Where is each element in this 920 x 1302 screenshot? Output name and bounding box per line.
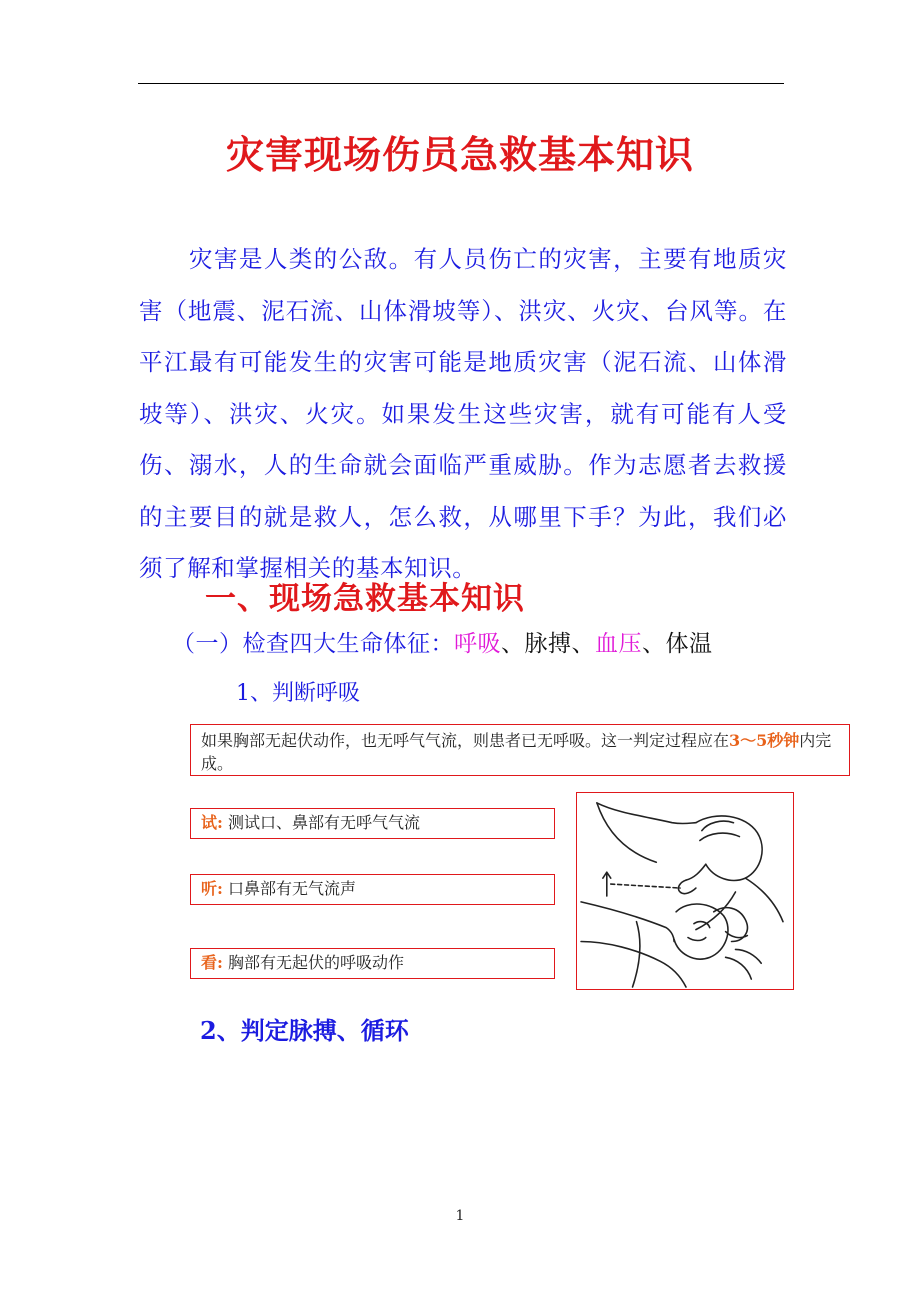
document-title: 灾害现场伤员急救基本知识: [225, 133, 694, 177]
check-text: 测试口、鼻部有无呼气气流: [228, 813, 421, 832]
check-text: 口鼻部有无气流声: [228, 879, 357, 898]
section-heading: 一、现场急救基本知识: [205, 581, 525, 617]
check-text: 胸部有无起伏的呼吸动作: [228, 953, 405, 972]
check-test-box: [190, 808, 555, 839]
item-heading-pulse: 2、判定脉搏、循环: [200, 1016, 409, 1045]
page-number: 1: [455, 1208, 465, 1224]
separator: 、: [642, 631, 666, 657]
vital-temperature: 体温: [665, 631, 713, 657]
check-colon: :: [217, 813, 223, 832]
check-key: 听: [201, 879, 218, 898]
check-colon: :: [217, 953, 223, 972]
intro-paragraph: 灾害是人类的公敌。有人员伤亡的灾害，主要有地质灾害（地震、泥石流、山体滑坡等）、洪灾、火灾、台风等。在平江最有可能发生的灾害可能是地质灾害（泥石流、山体滑坡等）、洪灾、火灾。如果发生这些灾害，就有可能有人受伤、溺水，人的生命就会面临严重威胁。作为志愿者去救援的主要目的就是救人，怎么救，从哪里下手？为此，我们必须了解和掌握相关的基本知识。: [139, 245, 787, 582]
breathing-check-illustration: [576, 792, 794, 990]
breathing-note-box: [190, 724, 850, 776]
check-colon: :: [217, 879, 223, 898]
rescuer-illustration-icon: [577, 793, 793, 989]
check-listen-box: [190, 874, 555, 905]
vital-blood-pressure: 血压: [595, 631, 642, 657]
item-heading-breathing: 1、判断呼吸: [236, 681, 360, 706]
separator: 、: [501, 631, 525, 657]
subsection-vital-signs: [172, 625, 713, 658]
vital-breathing: 呼吸: [454, 631, 501, 657]
note-text-after: 内完成。: [201, 731, 832, 773]
note-time-highlight: 3～5秒钟: [729, 731, 800, 750]
check-key: 试: [201, 813, 218, 832]
subsection-prefix: （一）检查四大生命体征：: [172, 631, 454, 657]
vital-pulse: 脉搏: [524, 631, 572, 657]
header-rule: [138, 83, 784, 84]
check-look-box: [190, 948, 555, 979]
separator: 、: [571, 631, 595, 657]
note-text-before: 如果胸部无起伏动作，也无呼气气流，则患者已无呼吸。这一判定过程应在: [201, 731, 730, 750]
check-key: 看: [201, 953, 218, 972]
